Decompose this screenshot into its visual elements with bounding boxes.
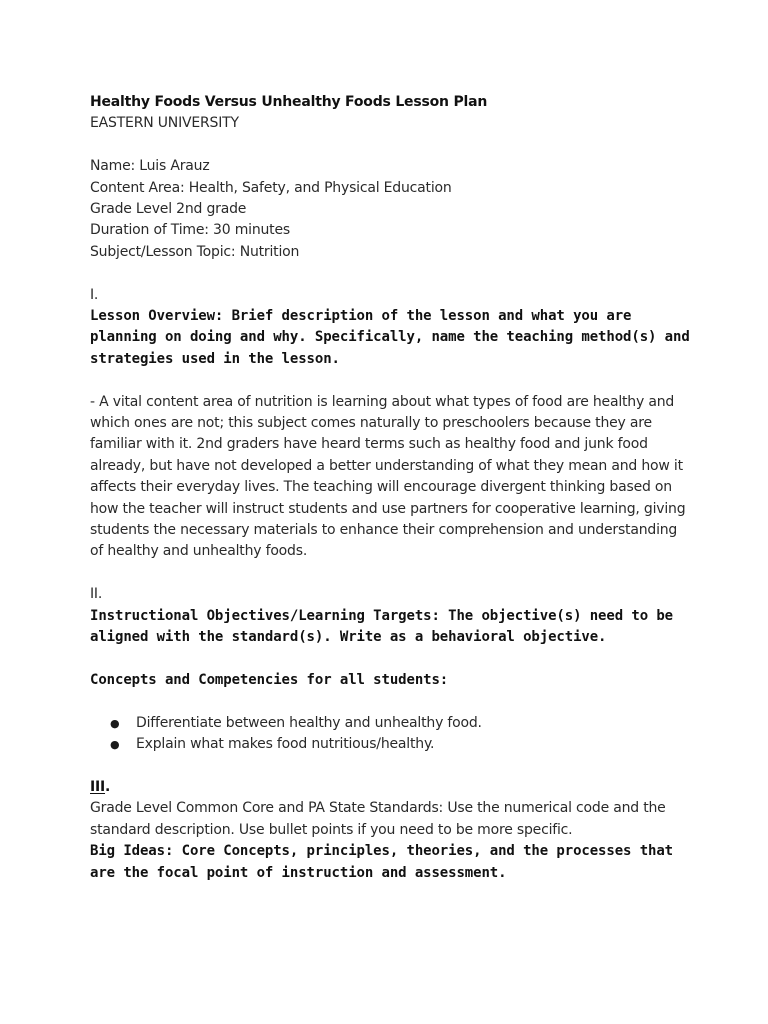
section-3-numeral: III. xyxy=(90,778,111,795)
list-item: ● Explain what makes food nutritious/healthy. xyxy=(110,734,690,755)
bullet-icon: ● xyxy=(110,716,120,730)
list-item: ● Differentiate between healthy and unhealthy food. xyxy=(110,713,690,734)
field-content-area: Content Area: Health, Safety, and Physical Education xyxy=(90,179,452,196)
section-2-heading: Instructional Objectives/Learning Targets: The objective(s) need to be aligned with the standard(s). Write as a behavioral objective. xyxy=(90,607,674,646)
section-2-numeral: II. xyxy=(90,586,103,603)
objectives-list xyxy=(90,713,690,756)
section-1-body: - A vital content area of nutrition is learning about what types of food are healthy and which ones are not; this subject comes naturally to preschoolers because they are familiar with it. 2nd graders have heard terms such as healthy food and junk food already, but have not developed a better understanding of what they mean and how it affects their everyday lives. The teaching will encourage divergent thinking based on how the teacher will instruct students and use partners for cooperative learning, giving students the necessary materials to enhance their comprehension and understanding of healthy and unhealthy foods. xyxy=(90,393,686,560)
field-subject-topic: Subject/Lesson Topic: Nutrition xyxy=(90,243,300,260)
institution-name: EASTERN UNIVERSITY xyxy=(90,115,239,132)
bullet-icon: ● xyxy=(110,738,120,752)
section-2-subheading: Concepts and Competencies for all students: xyxy=(90,671,449,688)
section-3-standards: Grade Level Common Core and PA State Standards: Use the numerical code and the standard description. Use bullet points if you need to be more specific. xyxy=(90,800,666,838)
info-fields xyxy=(90,156,690,263)
field-grade-level: Grade Level 2nd grade xyxy=(90,201,247,218)
document-title: Healthy Foods Versus Unhealthy Foods Lesson Plan xyxy=(90,94,488,110)
document-body xyxy=(90,92,690,884)
field-name: Name: Luis Arauz xyxy=(90,158,210,175)
field-duration: Duration of Time: 30 minutes xyxy=(90,222,290,239)
section-3-big-ideas: Big Ideas: Core Concepts, principles, theories, and the processes that are the focal point of instruction and assessment. xyxy=(90,843,674,881)
section-1-numeral: I. xyxy=(90,286,99,303)
section-1-heading: Lesson Overview: Brief description of the lesson and what you are planning on doing and why. Specifically, name the teaching method(s) and strategies used in the lesson. xyxy=(90,308,690,367)
